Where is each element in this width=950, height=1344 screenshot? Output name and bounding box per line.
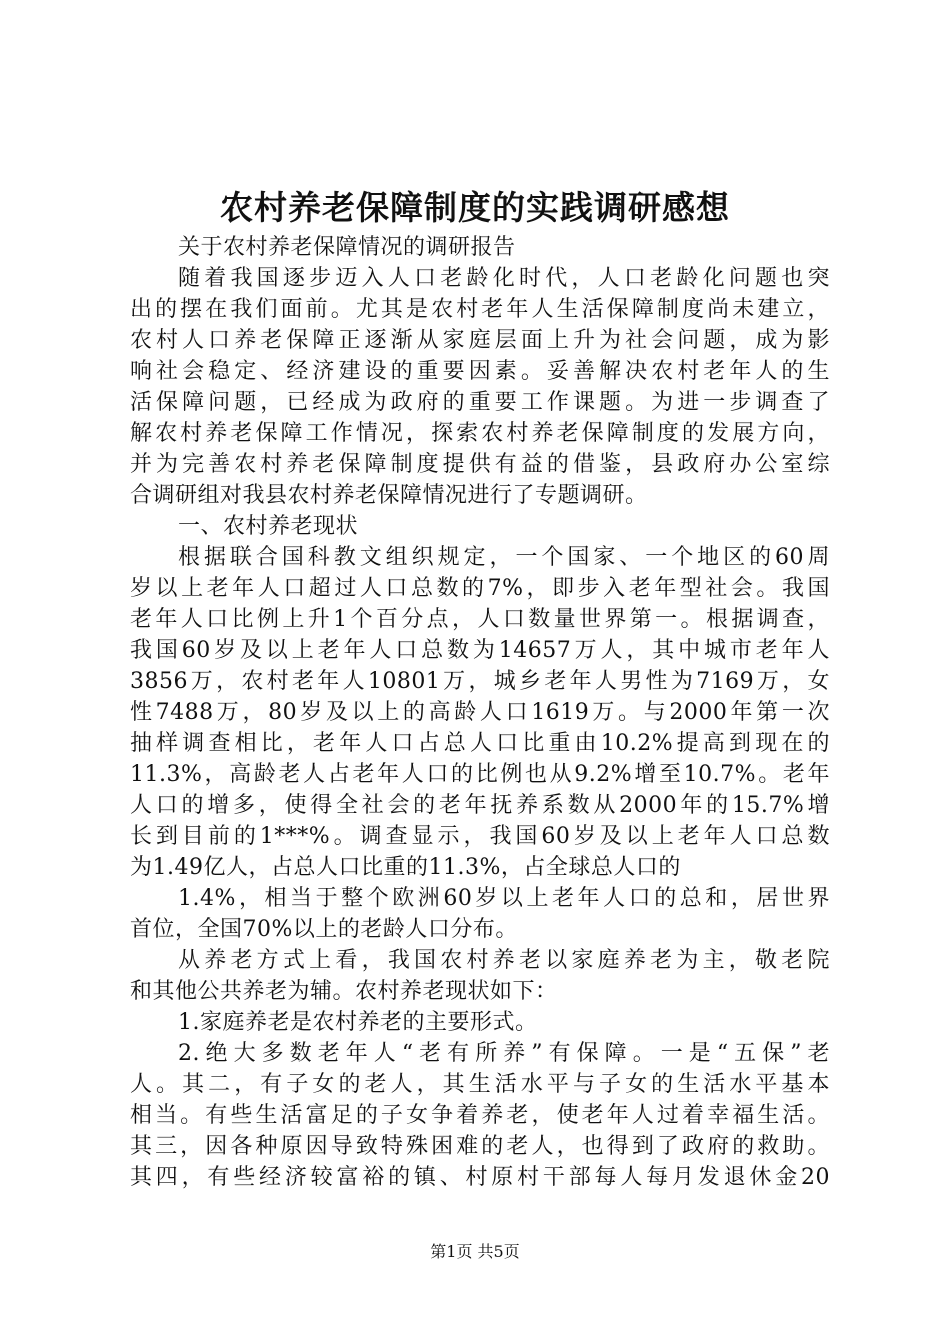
- page-number: 第1页 共5页: [430, 1242, 520, 1261]
- text-line: 3856万，农村老年人10801万，城乡老年人男性为7169万，女: [130, 669, 830, 694]
- text-line: 响社会稳定、经济建设的重要因素。妥善解决农村老年人的生: [130, 359, 830, 384]
- text-line: 首位，全国70%以上的老龄人口分布。: [130, 917, 518, 942]
- list-item: 2.绝大多数老年人“老有所养”有保障。一是“五保”老: [178, 1041, 830, 1066]
- text-line: 1.4%，相当于整个欧洲60岁以上老年人口的总和，居世界: [178, 886, 830, 911]
- text-line: 长到目前的1***%。调查显示，我国60岁及以上老年人口总数: [130, 824, 830, 849]
- text-line: 相当。有些生活富足的子女争着养老，使老年人过着幸福生活。: [130, 1103, 830, 1128]
- text-line: 老年人口比例上升1个百分点，人口数量世界第一。根据调查，: [130, 607, 830, 632]
- text-line: 农村人口养老保障正逐渐从家庭层面上升为社会问题，成为影: [130, 328, 830, 353]
- text-line: 根据联合国科教文组织规定，一个国家、一个地区的60周: [178, 545, 830, 570]
- text-line: 人。其二，有子女的老人，其生活水平与子女的生活水平基本: [130, 1072, 830, 1097]
- text-line: 岁以上老年人口超过人口总数的7%，即步入老年型社会。我国: [130, 576, 830, 601]
- text-line: 合调研组对我县农村养老保障情况进行了专题调研。: [130, 483, 648, 508]
- list-item: 1.家庭养老是农村养老的主要形式。: [178, 1010, 538, 1035]
- text-line: 随着我国逐步迈入人口老龄化时代，人口老龄化问题也突: [178, 266, 830, 291]
- document-body: [130, 232, 830, 1193]
- text-line: 和其他公共养老为辅。农村养老现状如下：: [130, 979, 558, 1004]
- section-heading: 一、农村养老现状: [178, 514, 359, 539]
- document-title: 农村养老保障制度的实践调研感想: [220, 188, 730, 227]
- text-line: 出的摆在我们面前。尤其是农村老年人生活保障制度尚未建立，: [130, 297, 830, 322]
- text-line: 性7488万，80岁及以上的高龄人口1619万。与2000年第一次: [130, 700, 830, 725]
- text-line: 其四，有些经济较富裕的镇、村原村干部每人每月发退休金20: [130, 1165, 830, 1190]
- text-line: 关于农村养老保障情况的调研报告: [178, 235, 516, 260]
- text-line: 解农村养老保障工作情况，探索农村养老保障制度的发展方向，: [130, 421, 830, 446]
- text-line: 抽样调查相比，老年人口占总人口比重由10.2%提高到现在的: [130, 731, 830, 756]
- text-line: 从养老方式上看，我国农村养老以家庭养老为主，敬老院: [178, 948, 830, 973]
- text-line: 我国60岁及以上老年人口总数为14657万人，其中城市老年人: [130, 638, 830, 663]
- text-line: 其三，因各种原因导致特殊困难的老人，也得到了政府的救助。: [130, 1134, 830, 1159]
- text-line: 并为完善农村养老保障制度提供有益的借鉴，县政府办公室综: [130, 452, 830, 477]
- text-line: 11.3%，高龄老人占老年人口的比例也从9.2%增至10.7%。老年: [130, 762, 830, 787]
- text-line: 为1.49亿人，占总人口比重的11.3%，占全球总人口的: [130, 855, 681, 880]
- text-line: 活保障问题，已经成为政府的重要工作课题。为进一步调查了: [130, 390, 830, 415]
- text-line: 人口的增多，使得全社会的老年抚养系数从2000年的15.7%增: [130, 793, 830, 818]
